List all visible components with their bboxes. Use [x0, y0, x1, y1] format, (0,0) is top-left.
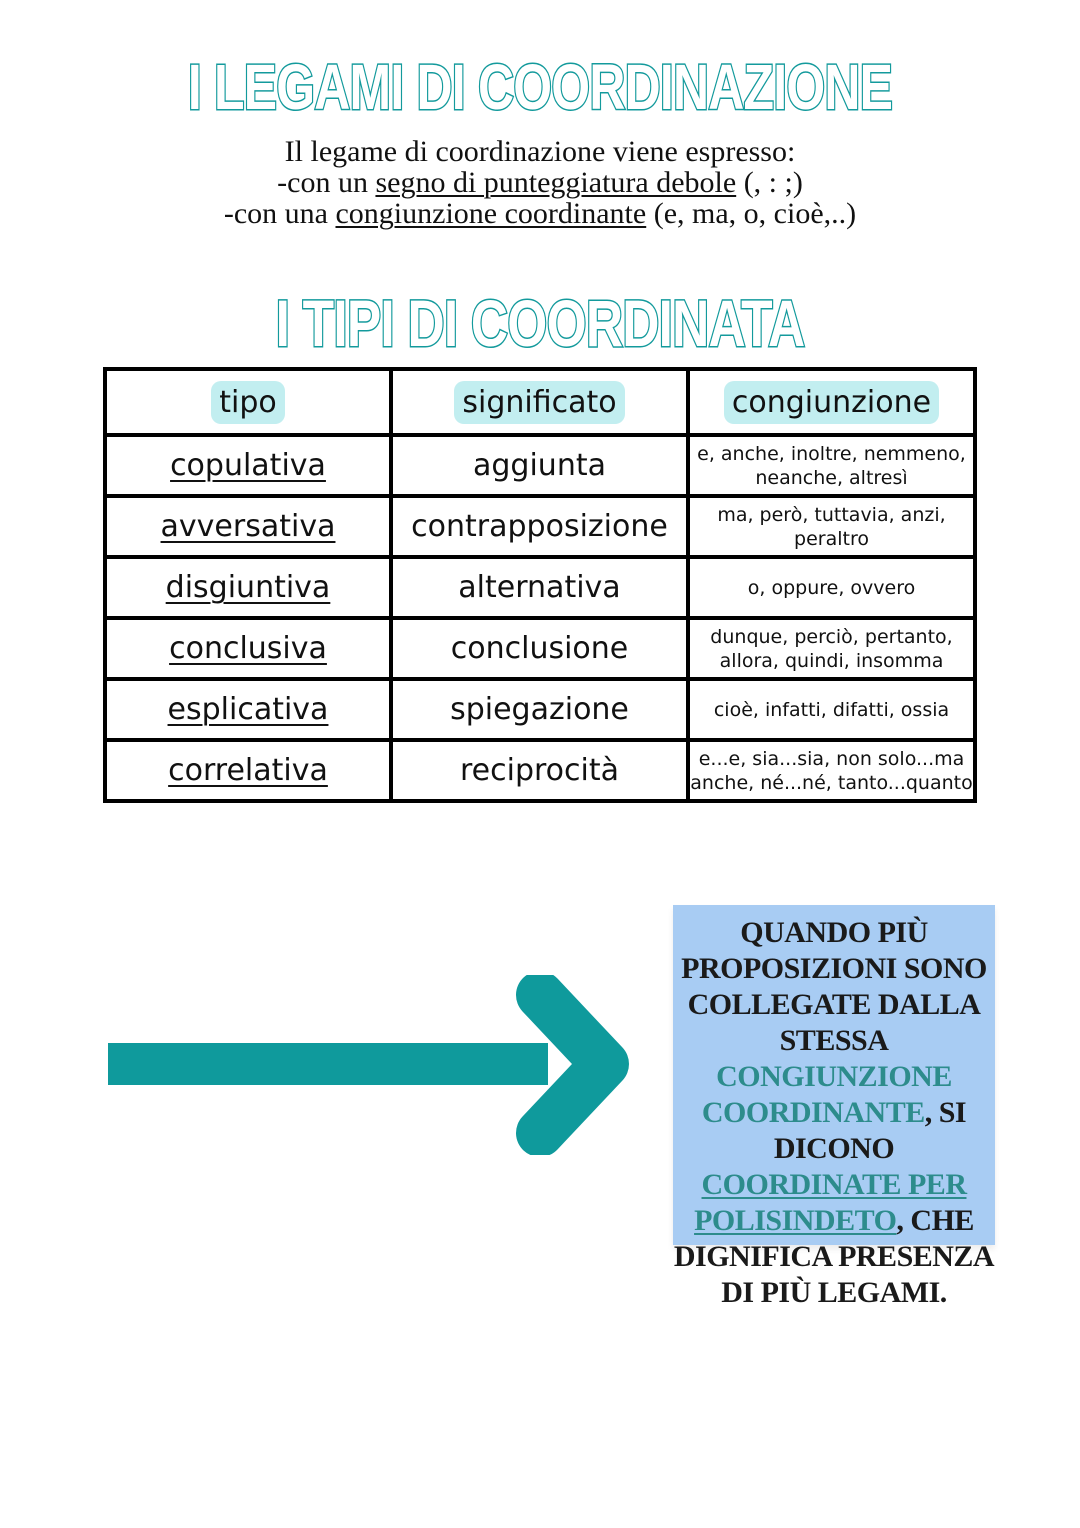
cell-congiunzione: [688, 740, 975, 801]
note-part-5: , CHE DIGNIFICA PRESENZA DI PIÙ LEGAMI.: [673, 1204, 995, 1309]
cell-tipo: [105, 679, 391, 740]
header-label-congiunzione: congiunzione: [724, 381, 939, 424]
intro-line-3-underlined: congiunzione coordinante: [335, 197, 647, 230]
cell-significato: [391, 618, 688, 679]
significato-label: spiegazione: [450, 692, 629, 727]
tipo-label: esplicativa: [167, 692, 329, 727]
note-part-3: , SI DICONO: [773, 1096, 967, 1165]
table-row: [105, 618, 975, 679]
tipo-label: conclusiva: [169, 631, 327, 666]
significato-label: conclusione: [450, 631, 629, 666]
cell-significato: [391, 557, 688, 618]
cell-tipo: [105, 618, 391, 679]
table-row: [105, 496, 975, 557]
intro-line-2-underlined: segno di punteggiatura debole: [375, 166, 737, 199]
table-row: [105, 740, 975, 801]
congiunzione-label: ma, però, tuttavia, anzi, peraltro: [717, 503, 946, 550]
congiunzione-label: cioè, infatti, difatti, ossia: [713, 698, 950, 721]
cell-tipo: [105, 557, 391, 618]
cell-congiunzione: [688, 618, 975, 679]
table-row: [105, 679, 975, 740]
tipo-label: copulativa: [170, 448, 326, 483]
intro-text: [0, 136, 1080, 229]
congiunzione-label: dunque, perciò, pertanto, allora, quindi, insomma: [710, 625, 953, 672]
significato-label: reciprocità: [459, 753, 619, 788]
significato-label: alternativa: [458, 570, 621, 605]
intro-line-2: [0, 167, 1080, 198]
intro-line-2-suffix: (, : ;): [736, 166, 803, 199]
cell-congiunzione: [688, 679, 975, 740]
intro-line-1: Il legame di coordinazione viene espresso:: [284, 135, 796, 168]
table-header-row: [105, 369, 975, 435]
cell-tipo: [105, 740, 391, 801]
tipo-label: disgiuntiva: [165, 570, 331, 605]
intro-line-2-prefix: -con un: [277, 166, 376, 199]
congiunzione-label: e, anche, inoltre, nemmeno, neanche, altresì: [697, 442, 966, 489]
header-label-significato: significato: [454, 381, 624, 424]
note-part-1: QUANDO PIÙ PROPOSIZIONI SONO COLLEGATE DALLA STESSA: [681, 916, 987, 1057]
cell-significato: [391, 740, 688, 801]
congiunzione-label: o, oppure, ovvero: [747, 576, 916, 599]
page-title: I LEGAMI DI COORDINAZIONE: [187, 51, 893, 123]
note-highlight-polisindeto: COORDINATE PER POLISINDETO: [694, 1168, 967, 1237]
header-cell-tipo: [105, 369, 391, 435]
cell-congiunzione: [688, 435, 975, 496]
header-label-tipo: tipo: [211, 381, 285, 424]
intro-line-3: [0, 198, 1080, 229]
significato-label: aggiunta: [473, 448, 606, 483]
tipo-label: avversativa: [160, 509, 336, 544]
note-text: [673, 915, 995, 1311]
cell-significato: [391, 679, 688, 740]
section-title: I TIPI DI COORDINATA: [275, 286, 805, 360]
table-row: [105, 557, 975, 618]
cell-congiunzione: [688, 557, 975, 618]
cell-significato: [391, 435, 688, 496]
table-row: [105, 435, 975, 496]
coordination-table: [103, 367, 977, 803]
cell-significato: [391, 496, 688, 557]
significato-label: contrapposizione: [411, 509, 668, 544]
tipo-label: correlativa: [168, 753, 328, 788]
note-box: [673, 905, 995, 1309]
cell-tipo: [105, 435, 391, 496]
note-highlight-congiunzione: CONGIUNZIONE COORDINANTE: [701, 1060, 952, 1129]
cell-tipo: [105, 496, 391, 557]
congiunzione-label: e...e, sia...sia, non solo...ma anche, né...né, tanto...quanto: [690, 747, 973, 794]
intro-line-3-prefix: -con una: [223, 197, 336, 230]
intro-line-3-suffix: (e, ma, o, cioè,..): [646, 197, 857, 230]
arrow-right-icon: [100, 975, 640, 1155]
header-cell-significato: [391, 369, 688, 435]
header-cell-congiunzione: [688, 369, 975, 435]
cell-congiunzione: [688, 496, 975, 557]
